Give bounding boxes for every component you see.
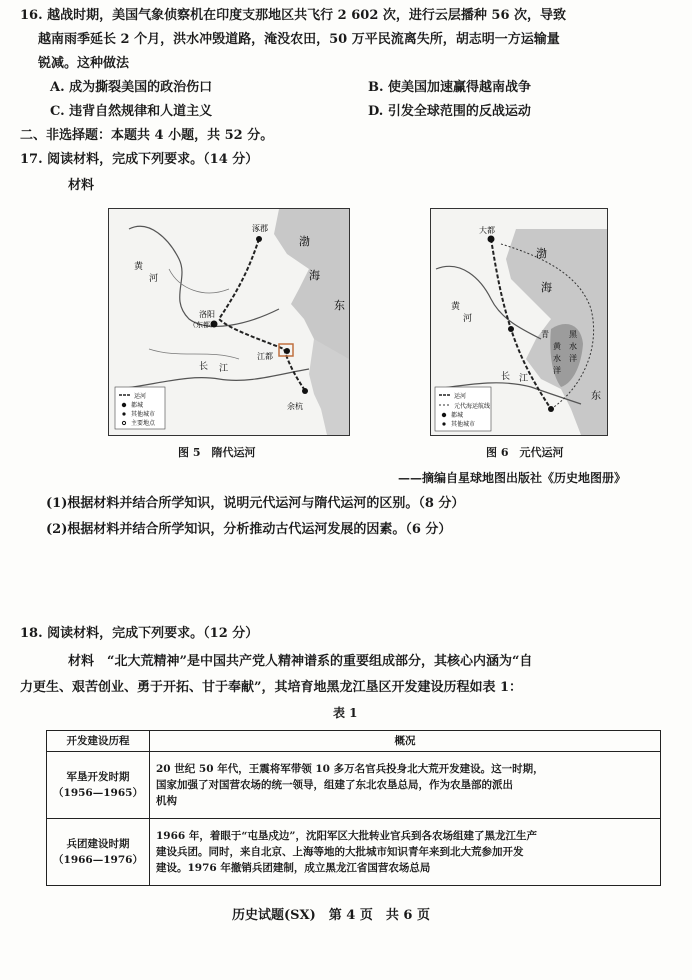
map-sui-canal-drawing <box>109 209 349 435</box>
map-label: 海 <box>541 281 552 294</box>
city-marker <box>256 236 262 242</box>
legend-label: 都城 <box>131 402 144 409</box>
q16-option-b: B. 使美国加速赢得越南战争 <box>368 80 532 95</box>
section-2-heading: 二、非选择题：本题共 4 小题，共 52 分。 <box>20 128 274 143</box>
map-label: 余杭 <box>287 402 303 411</box>
q17-sub-question-2: (2)根据材料并结合所学知识，分析推动古代运河发展的因素。（6 分） <box>46 522 452 537</box>
map-label: 东 <box>591 391 601 402</box>
period-years: （1966—1976） <box>53 854 143 866</box>
map-label: 黑 <box>569 330 577 339</box>
legend-label: 都城 <box>451 412 464 419</box>
q17-stem: 17. 阅读材料，完成下列要求。（14 分） <box>20 152 259 167</box>
river <box>169 269 229 293</box>
legend-city-symbol <box>122 412 125 415</box>
q16-option-c: C. 违背自然规律和人道主义 <box>50 104 213 119</box>
map-label: 长 <box>501 372 511 382</box>
q17-material-label: 材料 <box>68 178 95 193</box>
map-label: （东都） <box>189 321 217 329</box>
legend-label: 其他城市 <box>451 421 476 428</box>
map-label: 渤 <box>299 235 310 248</box>
page-footer: 历史试题(SX) 第 4 页 共 6 页 <box>232 908 430 923</box>
map-label: 海 <box>309 269 320 282</box>
q16-option-a: A. 成为撕裂美国的政治伤口 <box>50 80 213 95</box>
map-label: 大都 <box>479 226 495 235</box>
map-label: 水 <box>569 342 577 351</box>
legend-label: 元代海运航线 <box>454 403 491 410</box>
text-line: 国家加强了对国营农场的统一领导，组建了东北农垦总局，作为农垦部的派出 <box>156 779 513 791</box>
text-line: 1966 年，着眼于“屯垦戍边”，沈阳军区大批转业官兵到各农场组建了黑龙江生产 <box>156 830 537 842</box>
sui-canal-route <box>219 239 304 389</box>
city-marker <box>548 406 554 412</box>
map-label: 水 <box>553 354 561 363</box>
city-marker <box>508 326 514 332</box>
table-period-cell <box>47 752 150 819</box>
river <box>149 349 239 359</box>
map-label: 河 <box>463 314 473 324</box>
table-header-row <box>47 731 661 752</box>
city-marker <box>284 348 290 354</box>
text-line: 建设。1976 年撤销兵团建制，成立黑龙江省国营农场总局 <box>156 862 431 874</box>
q16-line-1: 16. 越战时期，美国气象侦察机在印度支那地区共飞行 2 602 次，进行云层播种 56 次，导致 <box>20 8 567 23</box>
period-name: 兵团建设时期 <box>66 838 130 850</box>
legend-capital-symbol <box>442 413 446 417</box>
table-period-cell <box>47 819 150 886</box>
map-label: 洛阳 <box>199 310 215 319</box>
legend-capital-symbol <box>122 403 126 407</box>
table-header-cell: 开发建设历程 <box>47 731 150 752</box>
legend-label: 主要地点 <box>131 420 156 427</box>
q18-table-title: 表 1 <box>333 706 358 720</box>
map-label: 涿郡 <box>252 224 268 233</box>
city-marker <box>302 388 308 394</box>
q16-option-d: D. 引发全球范围的反战运动 <box>368 104 531 119</box>
legend-city-symbol <box>442 422 445 425</box>
map-yuan-canal-drawing <box>431 209 607 435</box>
map-label: 黄 <box>451 302 461 312</box>
table-row <box>47 752 661 819</box>
text-line: 机构 <box>156 795 177 807</box>
map5-caption: 图 5 隋代运河 <box>178 446 256 459</box>
table-header-cell: 概况 <box>150 731 661 752</box>
map-label: 洋 <box>569 354 577 363</box>
map-label: 洋 <box>553 366 561 375</box>
map-label: 江 <box>519 374 529 384</box>
yangtze-river <box>119 369 309 389</box>
q18-material-line-1: 材料 “北大荒精神”是中国共产党人精神谱系的重要组成部分，其核心内涵为“自 <box>68 654 533 669</box>
map-label: 青 <box>541 330 549 339</box>
legend-label: 运河 <box>134 393 147 400</box>
map-label: 黄 <box>553 342 561 351</box>
table-row <box>47 819 661 886</box>
map-label: 长 <box>199 362 209 372</box>
text-line: 建设兵团。同时，来自北京、上海等地的大批城市知识青年来到北大荒参加开发 <box>156 846 524 858</box>
period-name: 军垦开发时期 <box>66 771 130 783</box>
q17-sub-question-1: (1)根据材料并结合所学知识，说明元代运河与隋代运河的区别。（8 分） <box>46 496 465 511</box>
map-label: 江 <box>219 364 229 374</box>
table-text-cell <box>150 819 661 886</box>
map-label: 东 <box>334 299 345 312</box>
sea-area <box>274 209 349 359</box>
map-label: 黄 <box>134 262 144 272</box>
map-sui-canal <box>108 208 350 436</box>
q18-material-line-2: 力更生、艰苦创业、勇于开拓、甘于奉献”，其培育地黑龙江垦区开发建设历程如表 1： <box>20 680 523 695</box>
q18-table <box>46 730 661 886</box>
q18-stem: 18. 阅读材料，完成下列要求。（12 分） <box>20 626 259 641</box>
text-line: 20 世纪 50 年代，王震将军带领 10 多万名官兵投身北大荒开发建设。这一时期， <box>156 763 544 775</box>
q16-line-3: 锐减。这种做法 <box>38 56 130 71</box>
q17-source: ——摘编自星球地图出版社《历史地图册》 <box>398 471 627 485</box>
capital-marker <box>488 236 495 243</box>
map-label: 渤 <box>536 247 547 260</box>
legend-label: 运河 <box>454 393 467 400</box>
q16-line-2: 越南雨季延长 2 个月，洪水冲毁道路，淹没农田，50 万平民流离失所，胡志明一方运输量 <box>38 32 560 47</box>
table-text-cell <box>150 752 661 819</box>
period-years: （1956—1965） <box>53 787 143 799</box>
legend-label: 其他城市 <box>131 411 156 418</box>
map-label: 江都 <box>257 352 273 361</box>
map6-caption: 图 6 元代运河 <box>486 446 564 459</box>
map-yuan-canal <box>430 208 608 436</box>
map-label: 河 <box>149 274 159 284</box>
